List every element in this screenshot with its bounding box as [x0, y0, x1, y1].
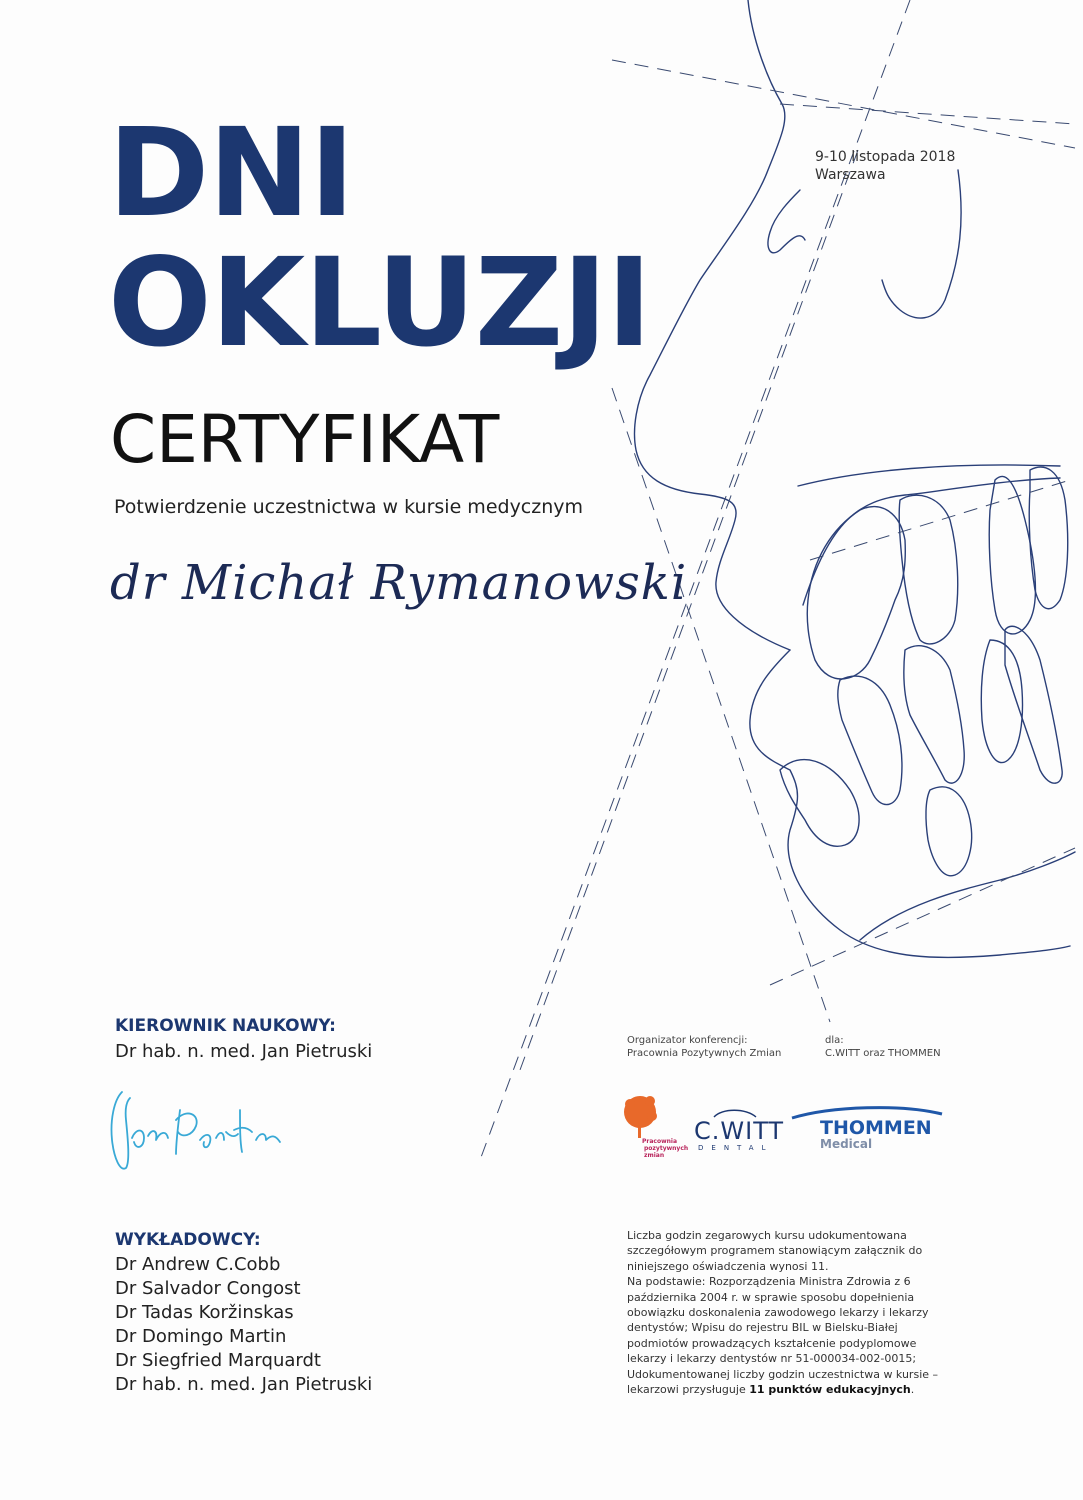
- lecturers-label: WYKŁADOWCY:: [115, 1230, 261, 1250]
- event-info: [815, 148, 955, 184]
- nostril-line: [768, 190, 805, 253]
- participant-name: dr Michał Rymanowski: [110, 555, 688, 611]
- sponsor-info: [825, 1034, 941, 1060]
- legal-notice: [627, 1228, 957, 1397]
- event-title: [108, 102, 651, 374]
- tooth-3: [989, 476, 1035, 634]
- ppz-logo-text-1: Pracownia: [642, 1138, 678, 1145]
- lecturer-name: Dr Salvador Congost: [115, 1278, 301, 1299]
- sponsor-label: dla:: [825, 1035, 844, 1046]
- event-title-line-1: DNI: [108, 102, 354, 244]
- legal-line: niniejszego oświadczenia wynosi 11.: [627, 1259, 829, 1273]
- director-name: Dr hab. n. med. Jan Pietruski: [115, 1041, 373, 1062]
- nose-curve: [882, 170, 961, 318]
- education-points: 11 punktów edukacyjnych: [749, 1383, 911, 1397]
- certificate-heading: CERTYFIKAT: [110, 401, 500, 478]
- event-date: 9-10 listopada 2018: [815, 149, 956, 165]
- cwitt-logo-text: C.WITT: [694, 1117, 785, 1145]
- event-title-line-2: OKLUZJI: [108, 232, 651, 374]
- sponsor-name: C.WITT oraz THOMMEN: [825, 1048, 941, 1059]
- legal-last-prefix: lekarzowi przysługuje: [627, 1383, 750, 1397]
- thommen-logo-subtext: Medical: [820, 1137, 873, 1151]
- legal-line: szczegółowym programem stanowiącym załącznik do: [627, 1244, 923, 1258]
- thommen-logo-text: THOMMEN: [820, 1117, 932, 1139]
- legal-line: dentystów; Wpisu do rejestru BIL w Bielsku-Białej: [627, 1321, 898, 1335]
- organizer-name: Pracownia Pozytywnych Zmian: [627, 1048, 782, 1059]
- lecturer-name: Dr Tadas Koržinskas: [115, 1302, 294, 1323]
- legal-line: lekarzy i lekarzy dentystów nr 51-000034-002-0015;: [627, 1352, 917, 1366]
- certificate-subtitle: Potwierdzenie uczestnictwa w kursie medycznym: [114, 496, 584, 518]
- lecturer-name: Dr Siegfried Marquardt: [115, 1350, 321, 1371]
- legal-line: Udokumentowanej liczby godzin uczestnictwa w kursie –: [627, 1367, 939, 1381]
- legal-last-line: [627, 1382, 957, 1397]
- upper-gum-line: [803, 478, 1060, 605]
- cwitt-logo: [694, 1108, 784, 1152]
- lecturer-name: Dr hab. n. med. Jan Pietruski: [115, 1374, 373, 1395]
- lecturers-list: [115, 1253, 372, 1397]
- organizer-info: [627, 1034, 781, 1060]
- ppz-logo-text-3: zmian: [644, 1152, 665, 1159]
- upper-jaw-line: [798, 465, 1060, 486]
- director-label: KIEROWNIK NAUKOWY:: [115, 1016, 336, 1036]
- event-city: Warszawa: [815, 167, 886, 183]
- tooth-4: [1029, 467, 1067, 609]
- legal-line: podmiotów prowadzących kształcenie podyplomowe: [627, 1336, 917, 1350]
- director-signature: [100, 1080, 300, 1180]
- lower-tooth-2: [926, 787, 972, 876]
- legal-line: obowiązku doskonalenia zawodowego lekarzy i lekarzy: [627, 1306, 929, 1320]
- ppz-logo-text-2: pozytywnych: [644, 1145, 689, 1152]
- tooth-5: [1005, 626, 1062, 783]
- legal-line: Na podstawie: Rozporządzenia Ministra Zdrowia z 6: [627, 1275, 911, 1289]
- tooth-6: [904, 646, 964, 783]
- lecturer-name: Dr Domingo Martin: [115, 1326, 287, 1347]
- organizer-label: Organizator konferencji:: [627, 1035, 748, 1046]
- thommen-logo: [792, 1106, 942, 1151]
- legal-last-suffix: .: [910, 1383, 915, 1397]
- tooth-1: [807, 507, 905, 679]
- lecturer-name: Dr Andrew C.Cobb: [115, 1254, 281, 1275]
- cwitt-logo-subtext: DENTAL: [698, 1144, 774, 1152]
- ppz-logo: [618, 1092, 689, 1160]
- face-profile-line: [635, 0, 790, 650]
- legal-line: Liczba godzin zegarowych kursu udokumentowana: [627, 1229, 907, 1242]
- legal-line: października 2004 r. w sprawie sposobu dopełnienia: [627, 1290, 915, 1304]
